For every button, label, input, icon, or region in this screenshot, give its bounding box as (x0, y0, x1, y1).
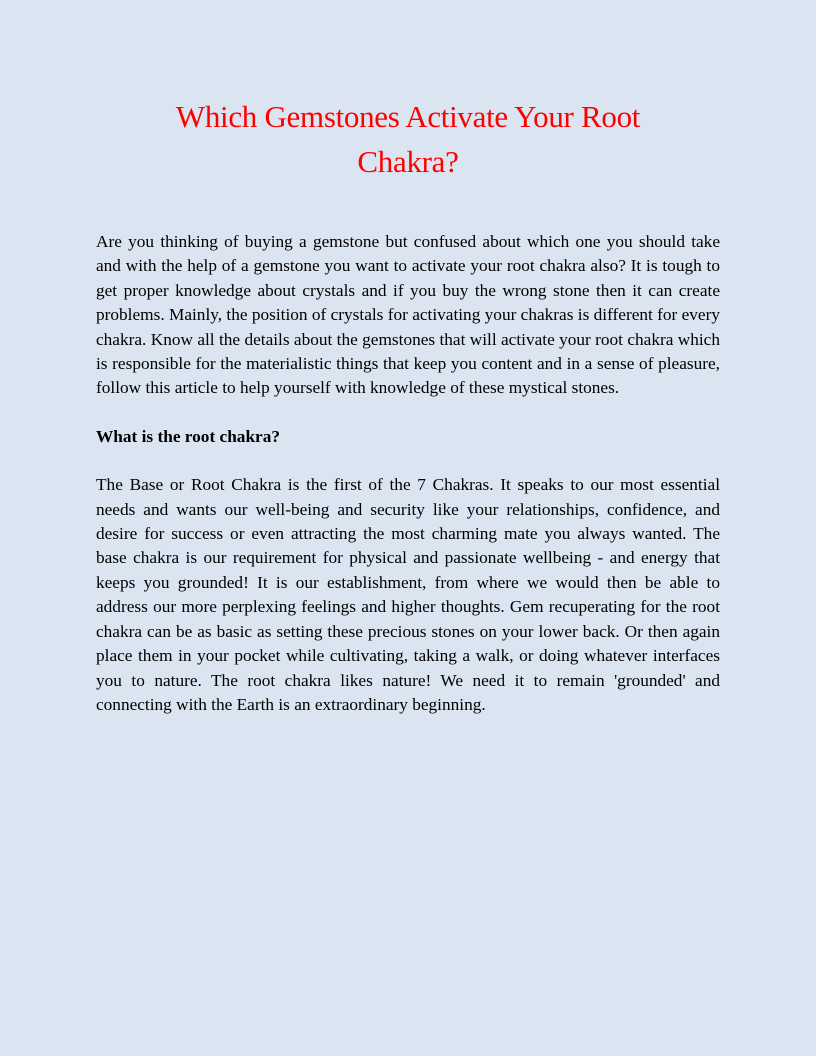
intro-paragraph: Are you thinking of buying a gemstone but confused about which one you should take and with the help of a gemstone you want to activate your root chakra also? It is tough to get proper knowledge about crystals and if you buy the wrong stone then it can create problems. Mainly, the position of crystals for activating your chakras is different for every chakra. Know all the details about the gemstones that will activate your root chakra which is responsible for the materialistic things that keep you content and in a sense of pleasure, follow this article to help yourself with knowledge of these mystical stones. (96, 232, 720, 398)
section-paragraph: The Base or Root Chakra is the first of the 7 Chakras. It speaks to our most essential needs and wants our well-being and security like your relationships, confidence, and desire for success or even attracting the most charming mate you always wanted. The base chakra is our requirement for physical and passionate wellbeing - and energy that keeps you grounded! It is our establishment, from where we would then be able to address our more perplexing feelings and higher thoughts. Gem recuperating for the root chakra can be as basic as setting these precious stones on your lower back. Or then again place them in your pocket while cultivating, taking a walk, or doing whatever interfaces you to nature. The root chakra likes nature! We need it to remain 'grounded' and connecting with the Earth is an extraordinary beginning. (96, 475, 720, 714)
section-heading: What is the root chakra? (96, 426, 281, 446)
title-line-1: Which Gemstones Activate Your Root (175, 99, 641, 134)
page-title (96, 0, 720, 184)
title-line-2: Chakra? (357, 144, 459, 179)
